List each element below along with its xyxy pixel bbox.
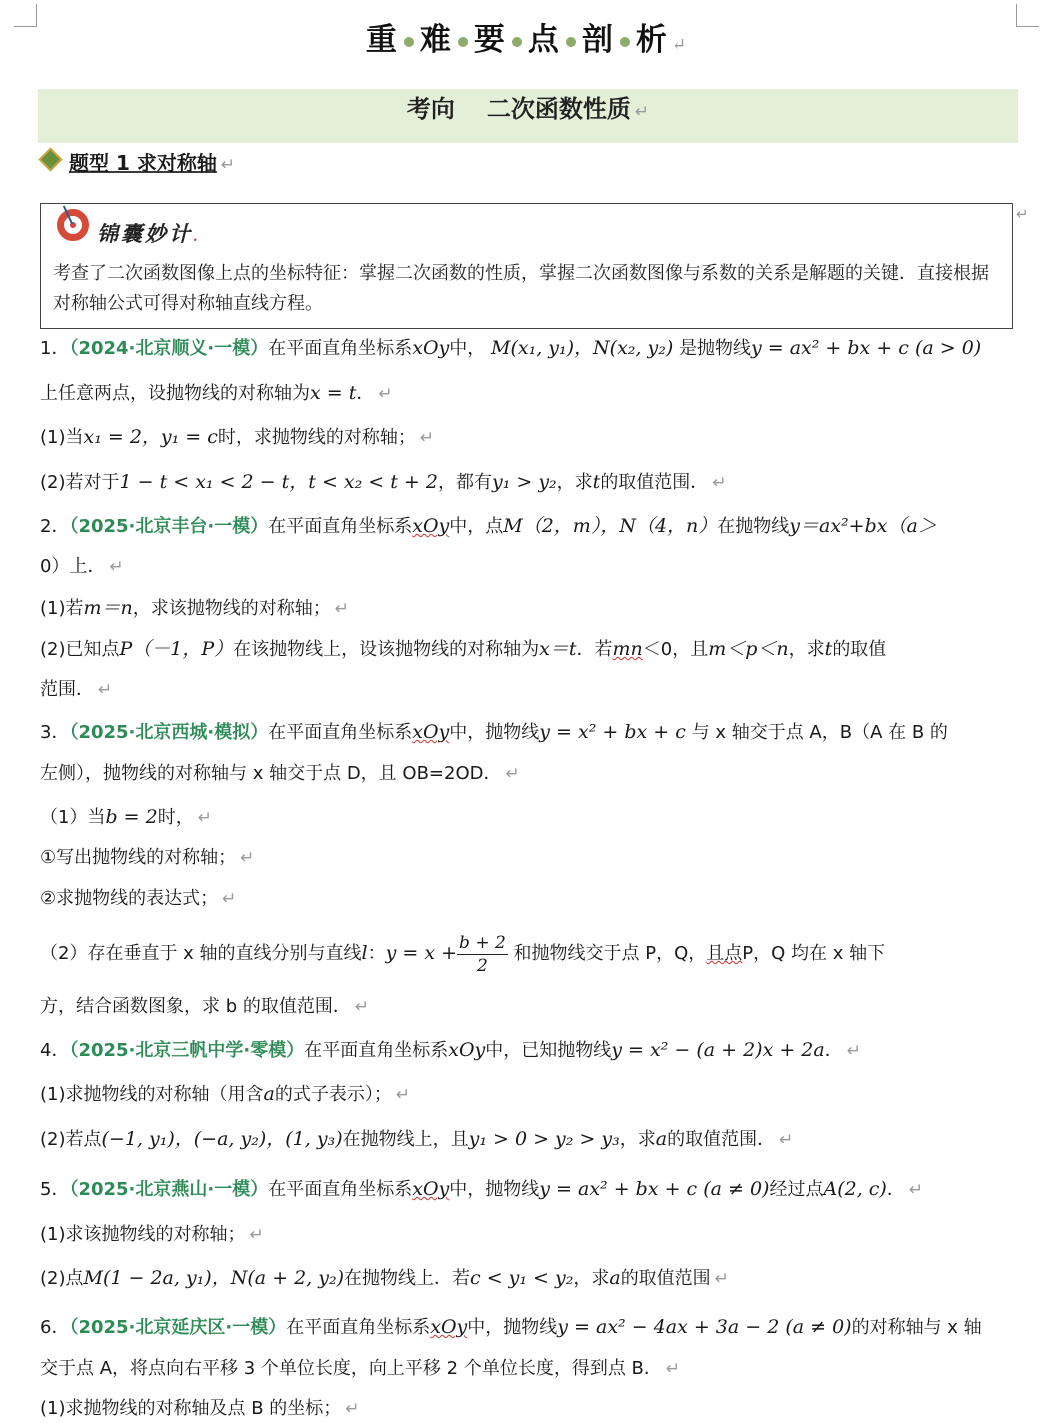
question-type-heading — [40, 146, 235, 182]
question-source: （2025·北京延庆区·一模） — [69, 1317, 287, 1338]
q2-part-1: (1)若m＝n，求该抛物线的对称轴； ↵ — [40, 597, 350, 619]
diamond-icon — [38, 147, 62, 171]
title-dot — [566, 37, 576, 47]
q5-part-2: (2)点M(1 − 2a, y₁)，N(a + 2, y₂)在抛物线上．若c < y₁ < y₂，求a的取值范围 ↵ — [40, 1267, 729, 1289]
q2-line-2: 0）上． ↵ — [40, 556, 124, 577]
q4-part-2: (2)若点(−1, y₁)，(−a, y₂)，(1, y₃)在抛物线上，且y₁ > 0 > y₂ > y₃，求a的取值范围． ↵ — [40, 1128, 794, 1150]
title-char: 剖 — [581, 22, 614, 58]
question-source: （2025·北京燕山·一模） — [69, 1179, 269, 1200]
tips-box — [40, 203, 1013, 329]
q1-part-2: (2)若对于1 − t < x₁ < 2 − t，t < x₂ < t + 2，都有y₁ > y₂，求t的取值范围． ↵ — [40, 471, 727, 493]
title-char: 析 — [635, 22, 668, 58]
fraction: $\frac{b + 2}{2}$ — [459, 932, 506, 976]
paragraph-mark: ↵ — [220, 155, 236, 175]
q3-sub-1: ①写出抛物线的对称轴； ↵ — [40, 847, 255, 868]
q1-line-1: 1．（2024·北京顺义·一模）在平面直角坐标系xOy中， M(x₁, y₁)，N(x₂, y₂) 是抛物线y = ax² + bx + c (a > 0) — [40, 337, 982, 359]
question-source: （2024·北京顺义·一模） — [69, 338, 269, 359]
question-source: （2025·北京西城·模拟） — [69, 722, 269, 743]
title-char: 点 — [527, 22, 560, 58]
q4-line-1: 4．（2025·北京三帆中学·零模）在平面直角坐标系xOy中，已知抛物线y = x² − (a + 2)x + 2a． ↵ — [40, 1039, 861, 1061]
q6-line-1: 6．（2025·北京延庆区·一模）在平面直角坐标系xOy中，抛物线y = ax² − 4ax + 3a − 2 (a ≠ 0)的对称轴与 x 轴 — [40, 1316, 982, 1338]
question-source: （2025·北京丰台·一模） — [69, 516, 269, 537]
tips-logo-text: 锦囊妙计. — [97, 221, 201, 246]
q1-line-2: 上任意两点，设抛物线的对称轴为x = t． ↵ — [40, 382, 393, 404]
q3-sub-2: ②求抛物线的表达式； ↵ — [40, 888, 237, 909]
q3-line-1: 3．（2025·北京西城·模拟）在平面直角坐标系xOy中，抛物线y = x² + bx + c 与 x 轴交于点 A，B（A 在 B 的 — [40, 721, 948, 743]
title-dot — [620, 37, 630, 47]
q4-part-1: (1)求抛物线的对称轴（用含a的式子表示）； ↵ — [40, 1083, 411, 1105]
q2-part-2: (2)已知点P（－1，P）在该抛物线上，设该抛物线的对称轴为x＝t．若mn＜0，且m＜p＜n，求t的取值 — [40, 638, 887, 660]
section-heading — [38, 89, 1018, 143]
q3-part-2: （2）存在垂直于 x 轴的直线分别与直线l：y = x + $\frac{b + 2}{2}$ 和抛物线交于点 P，Q，且点P，Q 均在 x 轴下 — [40, 932, 886, 976]
q6-part-1: (1)求抛物线的对称轴及点 B 的坐标； ↵ — [40, 1398, 360, 1419]
title-dot — [512, 37, 522, 47]
q1-part-1: (1)当x₁ = 2，y₁ = c时，求抛物线的对称轴； ↵ — [40, 426, 435, 448]
q6-line-2: 交于点 A，将点向右平移 3 个单位长度，向上平移 2 个单位长度，得到点 B． ↵ — [40, 1358, 681, 1379]
paragraph-mark: ↵ — [1016, 205, 1029, 223]
type-label: 题型 1 求对称轴 — [69, 151, 217, 175]
title-char: 难 — [419, 22, 452, 58]
q3-line-2: 左侧），抛物线的对称轴与 x 轴交于点 D，且 OB=2OD． ↵ — [40, 763, 520, 784]
q3-line-3: 方，结合函数图象，求 b 的取值范围． ↵ — [40, 996, 370, 1017]
q3-part-1: （1）当b = 2时， ↵ — [40, 806, 212, 828]
q2-line-3: 范围． ↵ — [40, 679, 113, 700]
title-dot — [458, 37, 468, 47]
target-icon — [57, 209, 89, 245]
title-char: 重 — [365, 22, 398, 58]
title-dot — [404, 37, 414, 47]
section-title: 二次函数性质 — [486, 95, 631, 123]
tips-text: 考查了二次函数图像上点的坐标特征：掌握二次函数的性质，掌握二次函数图像与系数的关系是解题的关键．直接根据对称轴公式可得对称轴直线方程。 — [53, 263, 989, 314]
q5-line-1: 5．（2025·北京燕山·一模）在平面直角坐标系xOy中，抛物线y = ax² + bx + c (a ≠ 0)经过点A(2, c)． ↵ — [40, 1178, 924, 1200]
paragraph-mark: ↵ — [634, 102, 650, 122]
q2-line-1: 2．（2025·北京丰台·一模）在平面直角坐标系xOy中，点M（2，m），N（4，n）在抛物线y＝ax²+bx（a＞ — [40, 515, 937, 537]
section-prefix: 考向 — [406, 95, 455, 123]
question-source: （2025·北京三帆中学·零模） — [69, 1040, 305, 1061]
page-title — [0, 14, 1053, 59]
q5-part-1: (1)求该抛物线的对称轴； ↵ — [40, 1224, 264, 1245]
title-char: 要 — [473, 22, 506, 58]
paragraph-mark: ↵ — [671, 35, 688, 55]
